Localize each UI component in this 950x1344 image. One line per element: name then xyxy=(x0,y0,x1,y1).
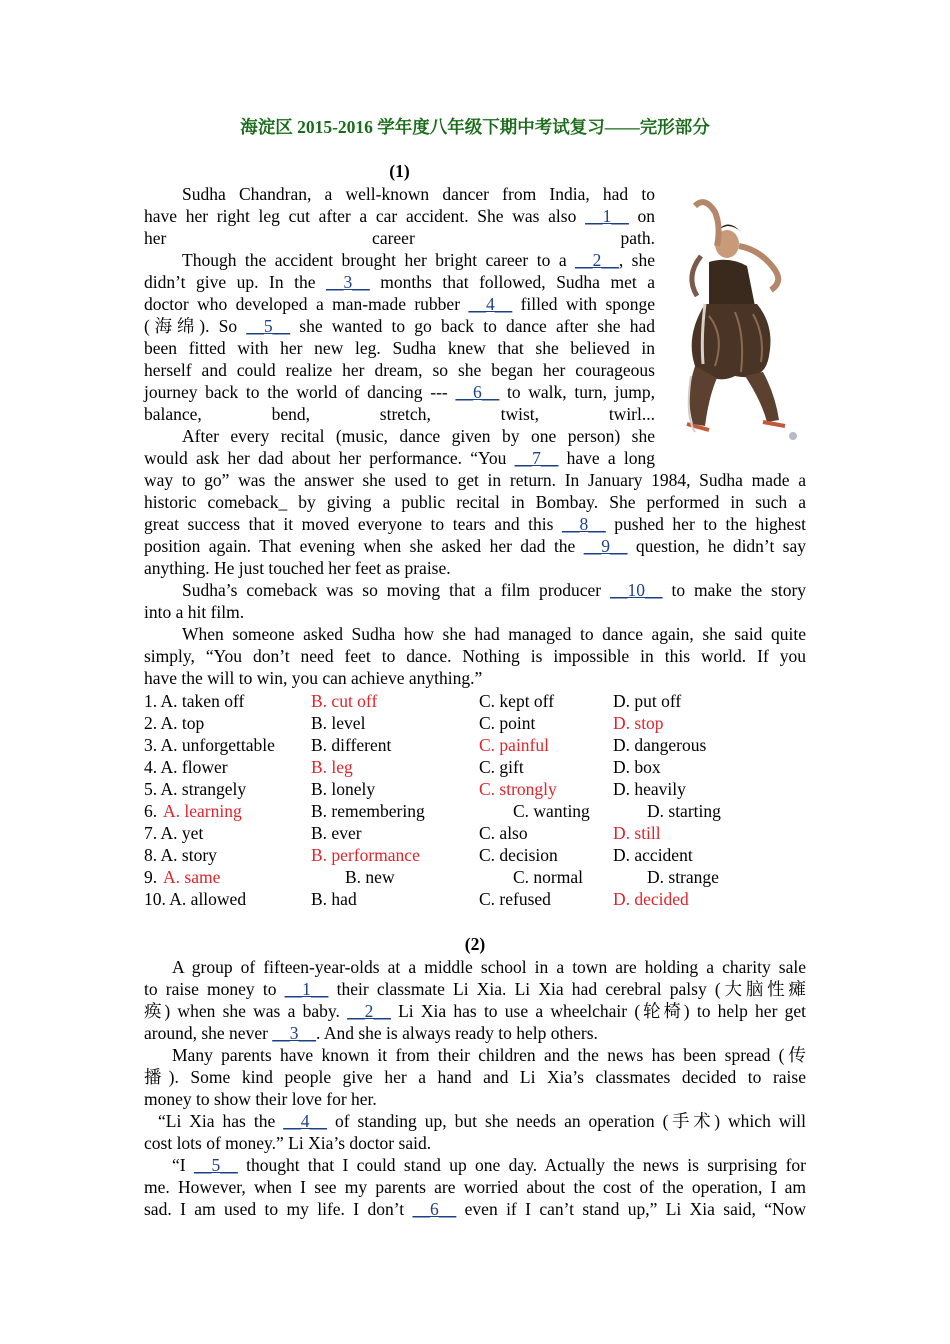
text-line: money to show their love for her. xyxy=(144,1089,377,1109)
option: D. box xyxy=(613,757,661,777)
text-line: historic comeback_ by giving a public recital in Bombay. She performed in such a xyxy=(144,492,806,512)
text-line: me. However, when I see my parents are worried about the cost of the operation, I am xyxy=(144,1177,806,1197)
option: C. normal xyxy=(513,867,583,887)
option: 7. A. yet xyxy=(144,823,204,843)
option: C. point xyxy=(479,713,536,733)
option-row-4 xyxy=(144,756,806,778)
text-line: been fitted with her new leg. Sudha knew that she believed in xyxy=(144,338,655,358)
text-line: (海绵). So __5__ she wanted to go back to dance after she had xyxy=(144,316,656,336)
text-line: around, she never __3__. And she is always ready to help others. xyxy=(144,1023,598,1043)
option: B. new xyxy=(345,867,395,887)
option-answer: D. stop xyxy=(613,713,664,733)
text-line: didn’t give up. In the __3__ months that followed, Sudha met a xyxy=(144,272,655,292)
section-1-paragraph-1 xyxy=(144,183,655,469)
option-answer: D. decided xyxy=(613,889,689,909)
option-row-5 xyxy=(144,778,806,800)
option: C. kept off xyxy=(479,691,555,711)
option: D. put off xyxy=(613,691,682,711)
option: B. lonely xyxy=(311,779,376,799)
option: D. dangerous xyxy=(613,735,707,755)
option-answer: A. same xyxy=(163,867,221,887)
text-line: balance, bend, stretch, twist, twirl... xyxy=(144,404,655,424)
text-line: Many parents have known it from their children and the news has been spread (传 xyxy=(172,1045,806,1065)
option-answer: C. painful xyxy=(479,735,549,755)
text-line: cost lots of money.” Li Xia’s doctor said. xyxy=(144,1133,432,1153)
section-1-paragraph-2 xyxy=(144,469,806,689)
option: C. refused xyxy=(479,889,551,909)
option-row-2 xyxy=(144,712,806,734)
text-line: journey back to the world of dancing --- __6__ to walk, turn, jump, xyxy=(144,382,656,402)
option: B. level xyxy=(311,713,366,733)
section-1-heading: (1) xyxy=(389,161,410,181)
text-line: sad. I am used to my life. I don’t __6__ even if I can’t stand up,” Li Xia said, “Now xyxy=(144,1199,807,1219)
text-line: When someone asked Sudha how she had managed to dance again, she said quite xyxy=(182,624,806,644)
option-row-8 xyxy=(144,844,806,866)
text-line: have her right leg cut after a car accident. She was also __1__ on xyxy=(144,206,656,226)
option: B. ever xyxy=(311,823,362,843)
option-row-9 xyxy=(144,866,806,888)
text-line: Sudha Chandran, a well-known dancer from India, had to xyxy=(182,184,655,204)
text-line: to raise money to __1__ their classmate Li Xia. Li Xia had cerebral palsy (大脑性瘫 xyxy=(144,979,806,999)
option: C. wanting xyxy=(513,801,590,821)
text-line: “I __5__ thought that I could stand up one day. Actually the news is surprising for xyxy=(172,1155,807,1175)
text-line: doctor who developed a man-made rubber __4__ filled with sponge xyxy=(144,294,656,314)
text-line: would ask her dad about her performance. “You __7__ have a long xyxy=(144,448,656,468)
text-line: After every recital (music, dance given by one person) she xyxy=(182,426,655,446)
dancer-illustration xyxy=(665,186,805,446)
option-answer: B. cut off xyxy=(311,691,378,711)
option-answer: C. strongly xyxy=(479,779,557,799)
option: 3. A. unforgettable xyxy=(144,735,275,755)
option-number: 6. xyxy=(144,801,158,821)
option: 4. A. flower xyxy=(144,757,228,777)
text-line: 播). Some kind people give her a hand and Li Xia’s classmates decided to raise xyxy=(144,1067,806,1087)
option: 2. A. top xyxy=(144,713,205,733)
text-line: position again. That evening when she asked her dad the __9__ question, he didn’t say xyxy=(144,536,807,556)
option: C. decision xyxy=(479,845,558,865)
text-line: her career path. xyxy=(144,228,655,248)
option-answer: B. leg xyxy=(311,757,353,777)
text-line: into a hit film. xyxy=(144,602,245,622)
text-line: “Li Xia has the __4__ of standing up, but she needs an operation (手术) which will xyxy=(158,1111,807,1131)
option: D. strange xyxy=(647,867,719,887)
option: C. gift xyxy=(479,757,524,777)
text-line: simply, “You don’t need feet to dance. Nothing is impossible in this world. If you xyxy=(144,646,806,666)
option: B. had xyxy=(311,889,357,909)
text-line: Sudha’s comeback was so moving that a film producer __10__ to make the story xyxy=(182,580,807,600)
option-row-6 xyxy=(144,800,806,822)
text-line: herself and could realize her dream, so she began her courageous xyxy=(144,360,655,380)
text-line: Though the accident brought her bright career to a __2__, she xyxy=(182,250,656,270)
option-number: 9. xyxy=(144,867,158,887)
option-answer: D. still xyxy=(613,823,661,843)
text-line: way to go” was the answer she used to get in return. In January 1984, Sudha made a xyxy=(144,470,806,490)
option: D. accident xyxy=(613,845,693,865)
section-2-passage xyxy=(144,956,806,1220)
section-1-options xyxy=(144,690,806,910)
option-row-3 xyxy=(144,734,806,756)
text-line: A group of fifteen-year-olds at a middle school in a town are holding a charity sale xyxy=(172,957,806,977)
option: 8. A. story xyxy=(144,845,217,865)
option: B. different xyxy=(311,735,392,755)
option: 1. A. taken off xyxy=(144,691,245,711)
section-2-heading: (2) xyxy=(464,934,486,954)
option-row-10 xyxy=(144,888,806,910)
option: 10. A. allowed xyxy=(144,889,247,909)
text-line: have the will to win, you can achieve anything.” xyxy=(144,668,483,688)
option: 5. A. strangely xyxy=(144,779,247,799)
option: C. also xyxy=(479,823,528,843)
option: B. remembering xyxy=(311,801,425,821)
option-row-7 xyxy=(144,822,806,844)
option: D. heavily xyxy=(613,779,686,799)
text-line: anything. He just touched her feet as praise. xyxy=(144,558,451,578)
option: D. starting xyxy=(647,801,721,821)
option-row-1 xyxy=(144,690,806,712)
text-line: 痪) when she was a baby. __2__ Li Xia has to use a wheelchair (轮椅) to help her get xyxy=(144,1001,807,1021)
page-title: 海淀区 2015-2016 学年度八年级下期中考试复习——完形部分 xyxy=(240,117,710,137)
option-answer: A. learning xyxy=(163,801,242,821)
option-answer: B. performance xyxy=(311,845,420,865)
text-line: great success that it moved everyone to tears and this __8__ pushed her to the highest xyxy=(144,514,807,534)
